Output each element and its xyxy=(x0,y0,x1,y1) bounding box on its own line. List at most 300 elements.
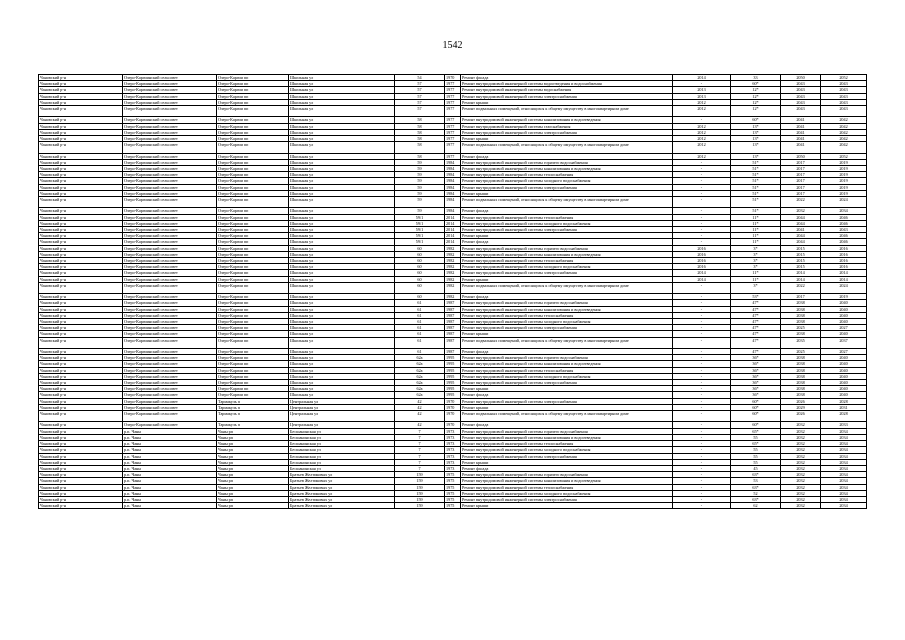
cell-district: Чановский р-н xyxy=(39,129,123,135)
cell-year: 1977 xyxy=(445,117,461,123)
cell-district: Чановский р-н xyxy=(39,361,123,367)
cell-year: 1973 xyxy=(445,465,461,471)
cell-work: Ремонт крыши xyxy=(461,404,673,410)
cell-street: Школьная ул xyxy=(289,282,395,293)
cell-end_year: 2034 xyxy=(821,484,867,490)
cell-house: 7 xyxy=(395,428,445,434)
cell-cost: - xyxy=(673,282,731,293)
cell-end_year: 2037 xyxy=(821,337,867,348)
cell-end_year: 2027 xyxy=(821,349,867,355)
cell-cost: - xyxy=(673,398,731,404)
cell-street: Бесшанинская ул xyxy=(289,434,395,440)
cell-end_year: 2019 xyxy=(821,178,867,184)
cell-settlement_council: Озеро-Карачинский сельсовет xyxy=(123,276,217,282)
cell-settlement_council: Озеро-Карачинский сельсовет xyxy=(123,106,217,117)
cell-priority: 60* xyxy=(731,117,781,123)
cell-priority: 36* xyxy=(731,380,781,386)
cell-work: Ремонт внутридомовой инженерной системы теплоснабжения xyxy=(461,484,673,490)
cell-work: Ремонт крыши xyxy=(461,459,673,465)
cell-cost: 2016 xyxy=(673,264,731,270)
cell-end_year: 2040 xyxy=(821,361,867,367)
cell-work: Ремонт крыши xyxy=(461,190,673,196)
cell-end_year: 2042 xyxy=(821,123,867,129)
cell-locality: Тармакуль п xyxy=(217,411,289,422)
cell-settlement_council: Озеро-Карачинский сельсовет xyxy=(123,153,217,159)
cell-locality: Озеро-Карачи пп xyxy=(217,355,289,361)
cell-street: Центральная ул xyxy=(289,411,395,422)
cell-street: Школьная ул xyxy=(289,99,395,105)
cell-end_year: 2016 xyxy=(821,264,867,270)
cell-work: Ремонт внутридомовой инженерной системы теплоснабжения xyxy=(461,258,673,264)
cell-end_year: 2034 xyxy=(821,472,867,478)
cell-house: 159 xyxy=(395,490,445,496)
cell-district: Чановский р-н xyxy=(39,441,123,447)
cell-locality: Озеро-Карачи пп xyxy=(217,380,289,386)
cell-year: 1973 xyxy=(445,447,461,453)
cell-priority: 55 xyxy=(731,459,781,465)
cell-end_year: 2034 xyxy=(821,428,867,434)
cell-house: 62а xyxy=(395,361,445,367)
cell-district: Чановский р-н xyxy=(39,159,123,165)
cell-house: 61 xyxy=(395,300,445,306)
cell-priority: 36* xyxy=(731,355,781,361)
cell-year: 1984 xyxy=(445,166,461,172)
cell-locality: Озеро-Карачи пп xyxy=(217,208,289,214)
cell-end_year: 2046 xyxy=(821,239,867,245)
cell-end_year: 2034 xyxy=(821,496,867,502)
cell-street: Братьев Желтиковых ул xyxy=(289,503,395,509)
cell-work: Ремонт внутридомовой инженерной системы теплоснабжения xyxy=(461,172,673,178)
cell-house: 60 xyxy=(395,251,445,257)
cell-priority: 60* xyxy=(731,404,781,410)
cell-year: 1995 xyxy=(445,386,461,392)
cell-end_year: 2040 xyxy=(821,373,867,379)
cell-end_year: 2042 xyxy=(821,117,867,123)
cell-locality: Чаны рп xyxy=(217,503,289,509)
cell-house: 59 xyxy=(395,166,445,172)
cell-start_year: 2032 xyxy=(781,441,821,447)
cell-year: 1984 xyxy=(445,184,461,190)
cell-house: 7 xyxy=(395,434,445,440)
cell-cost: - xyxy=(673,496,731,502)
cell-priority: 36* xyxy=(731,367,781,373)
cell-start_year: 2032 xyxy=(781,208,821,214)
cell-work: Ремонт внутридомовой инженерной системы электроснабжения xyxy=(461,93,673,99)
cell-settlement_council: Озеро-Карачинский сельсовет xyxy=(123,159,217,165)
cell-start_year: 2038 xyxy=(781,312,821,318)
cell-district: Чановский р-н xyxy=(39,319,123,325)
cell-work: Ремонт внутридомовой инженерной системы электроснабжения xyxy=(461,129,673,135)
cell-locality: Озеро-Карачи пп xyxy=(217,99,289,105)
cell-locality: Озеро-Карачи пп xyxy=(217,178,289,184)
cell-year: 1977 xyxy=(445,87,461,93)
cell-end_year: 2040 xyxy=(821,367,867,373)
cell-start_year: 2032 xyxy=(781,496,821,502)
cell-street: Школьная ул xyxy=(289,197,395,208)
cell-settlement_council: Озеро-Карачинский сельсовет xyxy=(123,404,217,410)
cell-house: 60 xyxy=(395,282,445,293)
cell-district: Чановский р-н xyxy=(39,258,123,264)
cell-street: Школьная ул xyxy=(289,142,395,153)
cell-street: Школьная ул xyxy=(289,81,395,87)
cell-work: Ремонт внутридомовой инженерной системы холодного водоснабжения xyxy=(461,319,673,325)
cell-year: 1975 xyxy=(445,503,461,509)
cell-year: 1977 xyxy=(445,142,461,153)
cell-end_year: 2043 xyxy=(821,106,867,117)
cell-settlement_council: Озеро-Карачинский сельсовет xyxy=(123,331,217,337)
cell-year: 1973 xyxy=(445,434,461,440)
cell-district: Чановский р-н xyxy=(39,484,123,490)
cell-district: Чановский р-н xyxy=(39,447,123,453)
cell-district: Чановский р-н xyxy=(39,93,123,99)
cell-year: 1973 xyxy=(445,459,461,465)
cell-work: Ремонт фасада xyxy=(461,392,673,398)
cell-year: 1982 xyxy=(445,282,461,293)
cell-start_year: 2015 xyxy=(781,251,821,257)
cell-street: Школьная ул xyxy=(289,106,395,117)
cell-house: 60 xyxy=(395,245,445,251)
cell-cost: - xyxy=(673,478,731,484)
cell-house: 60 xyxy=(395,270,445,276)
cell-start_year: 2043 xyxy=(781,99,821,105)
cell-end_year: 2052 xyxy=(821,153,867,159)
cell-start_year: 2025 xyxy=(781,325,821,331)
cell-settlement_council: Озеро-Карачинский сельсовет xyxy=(123,361,217,367)
cell-house: 42 xyxy=(395,398,445,404)
cell-end_year: 2043 xyxy=(821,81,867,87)
table-row xyxy=(39,337,867,348)
cell-district: Чановский р-н xyxy=(39,282,123,293)
cell-street: Школьная ул xyxy=(289,264,395,270)
cell-settlement_council: р.п. Чаны xyxy=(123,428,217,434)
cell-cost: - xyxy=(673,214,731,220)
cell-work: Ремонт внутридомовой инженерной системы горячего водоснабжения xyxy=(461,300,673,306)
cell-cost: - xyxy=(673,184,731,190)
cell-start_year: 2043 xyxy=(781,87,821,93)
cell-cost: - xyxy=(673,190,731,196)
cell-cost: 2016 xyxy=(673,245,731,251)
cell-priority: 51* xyxy=(731,190,781,196)
cell-cost: 2013 xyxy=(673,87,731,93)
cell-district: Чановский р-н xyxy=(39,392,123,398)
cell-work: Ремонт внутридомовой инженерной системы канализования и водоотведения xyxy=(461,478,673,484)
cell-district: Чановский р-н xyxy=(39,106,123,117)
cell-street: Школьная ул xyxy=(289,312,395,318)
cell-street: Братьев Желтиковых ул xyxy=(289,478,395,484)
cell-settlement_council: Озеро-Карачинский сельсовет xyxy=(123,386,217,392)
cell-end_year: 2024 xyxy=(821,282,867,293)
cell-priority: 13* xyxy=(731,129,781,135)
cell-cost: 2012 xyxy=(673,129,731,135)
cell-work: Ремонт внутридомовой инженерной системы холодного водоснабжения xyxy=(461,373,673,379)
cell-street: Центральная ул xyxy=(289,398,395,404)
cell-street: Школьная ул xyxy=(289,306,395,312)
cell-settlement_council: Озеро-Карачинский сельсовет xyxy=(123,123,217,129)
cell-start_year: 2038 xyxy=(781,373,821,379)
cell-year: 1977 xyxy=(445,123,461,129)
cell-year: 1987 xyxy=(445,325,461,331)
cell-end_year: 2028 xyxy=(821,411,867,422)
cell-start_year: 2022 xyxy=(781,282,821,293)
cell-priority: 62 xyxy=(731,503,781,509)
cell-start_year: 2032 xyxy=(781,465,821,471)
cell-priority: 47* xyxy=(731,325,781,331)
cell-cost: - xyxy=(673,503,731,509)
cell-district: Чановский р-н xyxy=(39,220,123,226)
cell-priority: 51* xyxy=(731,184,781,190)
cell-work: Ремонт внутридомовой инженерной системы канализования и водоотведения xyxy=(461,306,673,312)
cell-district: Чановский р-н xyxy=(39,398,123,404)
cell-start_year: 2014 xyxy=(781,276,821,282)
cell-locality: Озеро-Карачи пп xyxy=(217,75,289,81)
cell-cost: - xyxy=(673,392,731,398)
cell-priority: 63* xyxy=(731,496,781,502)
cell-settlement_council: р.п. Чаны xyxy=(123,465,217,471)
cell-work: Ремонт внутридомовой инженерной системы горячего водоснабжения xyxy=(461,355,673,361)
cell-house: 159 xyxy=(395,478,445,484)
cell-street: Братьев Желтиковых ул xyxy=(289,496,395,502)
cell-cost: - xyxy=(673,178,731,184)
cell-year: 1982 xyxy=(445,270,461,276)
cell-cost: - xyxy=(673,373,731,379)
cell-priority: 3* xyxy=(731,245,781,251)
cell-locality: Озеро-Карачи пп xyxy=(217,153,289,159)
cell-settlement_council: Озеро-Карачинский сельсовет xyxy=(123,220,217,226)
cell-year: 1975 xyxy=(445,490,461,496)
cell-locality: Озеро-Карачи пп xyxy=(217,373,289,379)
cell-street: Бесшанинская ул xyxy=(289,459,395,465)
cell-cost: 2012 xyxy=(673,153,731,159)
cell-house: 57 xyxy=(395,106,445,117)
cell-district: Чановский р-н xyxy=(39,337,123,348)
cell-work: Ремонт крыши xyxy=(461,136,673,142)
table-body xyxy=(39,75,867,509)
cell-house: 61 xyxy=(395,306,445,312)
cell-settlement_council: Озеро-Карачинский сельсовет xyxy=(123,282,217,293)
cell-priority: 51* xyxy=(731,178,781,184)
cell-house: 62а xyxy=(395,355,445,361)
cell-year: 1977 xyxy=(445,93,461,99)
cell-start_year: 2032 xyxy=(781,503,821,509)
cell-priority: 11* xyxy=(731,214,781,220)
cell-cost: - xyxy=(673,331,731,337)
cell-start_year: 2043 xyxy=(781,93,821,99)
cell-work: Ремонт фасада xyxy=(461,208,673,214)
cell-locality: Озеро-Карачи пп xyxy=(217,337,289,348)
cell-locality: Озеро-Карачи пп xyxy=(217,367,289,373)
cell-house: 62а xyxy=(395,380,445,386)
cell-locality: Озеро-Карачи пп xyxy=(217,325,289,331)
cell-priority: 11* xyxy=(731,227,781,233)
cell-cost: 2013 xyxy=(673,93,731,99)
cell-settlement_council: р.п. Чаны xyxy=(123,490,217,496)
cell-street: Школьная ул xyxy=(289,367,395,373)
cell-priority: 47* xyxy=(731,300,781,306)
cell-start_year: 2041 xyxy=(781,227,821,233)
cell-work: Ремонт внутридомовой инженерной системы горячего водоснабжения xyxy=(461,245,673,251)
cell-start_year: 2038 xyxy=(781,361,821,367)
cell-locality: Озеро-Карачи пп xyxy=(217,361,289,367)
cell-locality: Озеро-Карачи пп xyxy=(217,117,289,123)
cell-year: 1987 xyxy=(445,319,461,325)
cell-district: Чановский р-н xyxy=(39,197,123,208)
cell-district: Чановский р-н xyxy=(39,428,123,434)
cell-start_year: 2017 xyxy=(781,190,821,196)
cell-year: 1987 xyxy=(445,300,461,306)
cell-cost: - xyxy=(673,453,731,459)
cell-street: Бесшанинская ул xyxy=(289,428,395,434)
cell-start_year: 2017 xyxy=(781,178,821,184)
cell-district: Чановский р-н xyxy=(39,208,123,214)
cell-street: Школьная ул xyxy=(289,349,395,355)
cell-locality: Озеро-Карачи пп xyxy=(217,93,289,99)
cell-locality: Озеро-Карачи пп xyxy=(217,220,289,226)
cell-house: 159 xyxy=(395,496,445,502)
cell-settlement_council: Озеро-Карачинский сельсовет xyxy=(123,233,217,239)
cell-street: Школьная ул xyxy=(289,129,395,135)
cell-year: 1987 xyxy=(445,312,461,318)
cell-street: Школьная ул xyxy=(289,208,395,214)
cell-house: 61 xyxy=(395,312,445,318)
cell-district: Чановский р-н xyxy=(39,172,123,178)
cell-priority: 47* xyxy=(731,337,781,348)
cell-priority: 13* xyxy=(731,136,781,142)
cell-house: 59/1 xyxy=(395,214,445,220)
cell-cost: - xyxy=(673,306,731,312)
cell-locality: Чаны рп xyxy=(217,496,289,502)
cell-priority: 65* xyxy=(731,441,781,447)
cell-year: 1975 xyxy=(445,496,461,502)
cell-year: 1970 xyxy=(445,75,461,81)
cell-start_year: 2044 xyxy=(781,220,821,226)
cell-start_year: 2017 xyxy=(781,172,821,178)
cell-settlement_council: р.п. Чаны xyxy=(123,441,217,447)
cell-work: Ремонт внутридомовой инженерной системы холодного водоснабжения xyxy=(461,490,673,496)
cell-district: Чановский р-н xyxy=(39,214,123,220)
cell-house: 42 xyxy=(395,422,445,428)
cell-street: Братьев Желтиковых ул xyxy=(289,490,395,496)
cell-cost: - xyxy=(673,325,731,331)
cell-district: Чановский р-н xyxy=(39,276,123,282)
cell-start_year: 2032 xyxy=(781,459,821,465)
cell-year: 1977 xyxy=(445,81,461,87)
cell-house: 59 xyxy=(395,172,445,178)
cell-cost: - xyxy=(673,404,731,410)
cell-locality: Озеро-Карачи пп xyxy=(217,129,289,135)
cell-cost: - xyxy=(673,367,731,373)
cell-locality: Озеро-Карачи пп xyxy=(217,319,289,325)
cell-work: Ремонт подвальных помещений, относящихся к общему имуществу в многоквартирном доме xyxy=(461,142,673,153)
page-number: 1542 xyxy=(442,40,463,51)
cell-settlement_council: р.п. Чаны xyxy=(123,472,217,478)
cell-house: 59/1 xyxy=(395,233,445,239)
cell-cost: - xyxy=(673,300,731,306)
cell-work: Ремонт внутридомовой инженерной системы холодного водоснабжения xyxy=(461,220,673,226)
cell-cost: 2012 xyxy=(673,142,731,153)
cell-work: Ремонт внутридомовой инженерной системы водоснабжения xyxy=(461,87,673,93)
cell-year: 1984 xyxy=(445,178,461,184)
cell-end_year: 2040 xyxy=(821,392,867,398)
cell-house: 58 xyxy=(395,153,445,159)
cell-district: Чановский р-н xyxy=(39,227,123,233)
cell-cost: - xyxy=(673,441,731,447)
cell-street: Школьная ул xyxy=(289,93,395,99)
cell-locality: Озеро-Карачи пп xyxy=(217,276,289,282)
cell-house: 42 xyxy=(395,411,445,422)
cell-work: Ремонт внутридомовой инженерной системы водоотведения и водоснабжения xyxy=(461,81,673,87)
cell-settlement_council: Озеро-Карачинский сельсовет xyxy=(123,208,217,214)
cell-district: Чановский р-н xyxy=(39,190,123,196)
cell-district: Чановский р-н xyxy=(39,99,123,105)
cell-locality: Озеро-Карачи пп xyxy=(217,331,289,337)
cell-settlement_council: Озеро-Карачинский сельсовет xyxy=(123,411,217,422)
cell-year: 1975 xyxy=(445,472,461,478)
cell-start_year: 2015 xyxy=(781,258,821,264)
cell-start_year: 2038 xyxy=(781,392,821,398)
cell-cost: 2012 xyxy=(673,99,731,105)
cell-priority: 11* xyxy=(731,220,781,226)
cell-end_year: 2034 xyxy=(821,503,867,509)
cell-cost: - xyxy=(673,422,731,428)
cell-start_year: 2041 xyxy=(781,136,821,142)
cell-priority: 3* xyxy=(731,258,781,264)
table-row xyxy=(39,106,867,117)
cell-locality: Озеро-Карачи пп xyxy=(217,251,289,257)
cell-house: 7 xyxy=(395,465,445,471)
cell-district: Чановский р-н xyxy=(39,312,123,318)
cell-start_year: 2044 xyxy=(781,239,821,245)
cell-year: 1973 xyxy=(445,428,461,434)
cell-settlement_council: р.п. Чаны xyxy=(123,503,217,509)
cell-work: Ремонт внутридомовой инженерной системы электроснабжения xyxy=(461,184,673,190)
cell-house: 58 xyxy=(395,129,445,135)
cell-end_year: 2040 xyxy=(821,312,867,318)
cell-priority: 47* xyxy=(731,306,781,312)
cell-district: Чановский р-н xyxy=(39,490,123,496)
cell-priority: 60* xyxy=(731,411,781,422)
cell-locality: Тармакуль п xyxy=(217,404,289,410)
cell-locality: Чаны рп xyxy=(217,478,289,484)
cell-end_year: 2040 xyxy=(821,306,867,312)
cell-start_year: 2022 xyxy=(781,197,821,208)
cell-priority: 11* xyxy=(731,233,781,239)
cell-street: Школьная ул xyxy=(289,294,395,300)
cell-locality: Чаны рп xyxy=(217,484,289,490)
cell-cost: - xyxy=(673,227,731,233)
cell-start_year: 2032 xyxy=(781,434,821,440)
cell-district: Чановский р-н xyxy=(39,117,123,123)
cell-locality: Чаны рп xyxy=(217,465,289,471)
cell-settlement_council: Озеро-Карачинский сельсовет xyxy=(123,422,217,428)
cell-settlement_council: р.п. Чаны xyxy=(123,484,217,490)
cell-district: Чановский р-н xyxy=(39,422,123,428)
cell-work: Ремонт крыши xyxy=(461,233,673,239)
cell-settlement_council: р.п. Чаны xyxy=(123,459,217,465)
cell-start_year: 2050 xyxy=(781,153,821,159)
cell-street: Школьная ул xyxy=(289,214,395,220)
cell-cost: - xyxy=(673,319,731,325)
cell-locality: Озеро-Карачи пп xyxy=(217,233,289,239)
cell-district: Чановский р-н xyxy=(39,367,123,373)
cell-district: Чановский р-н xyxy=(39,306,123,312)
cell-year: 1995 xyxy=(445,380,461,386)
cell-house: 61 xyxy=(395,319,445,325)
cell-house: 58 xyxy=(395,117,445,123)
cell-start_year: 2026 xyxy=(781,411,821,422)
cell-work: Ремонт фасада xyxy=(461,422,673,428)
cell-cost: - xyxy=(673,380,731,386)
cell-settlement_council: Озеро-Карачинский сельсовет xyxy=(123,178,217,184)
